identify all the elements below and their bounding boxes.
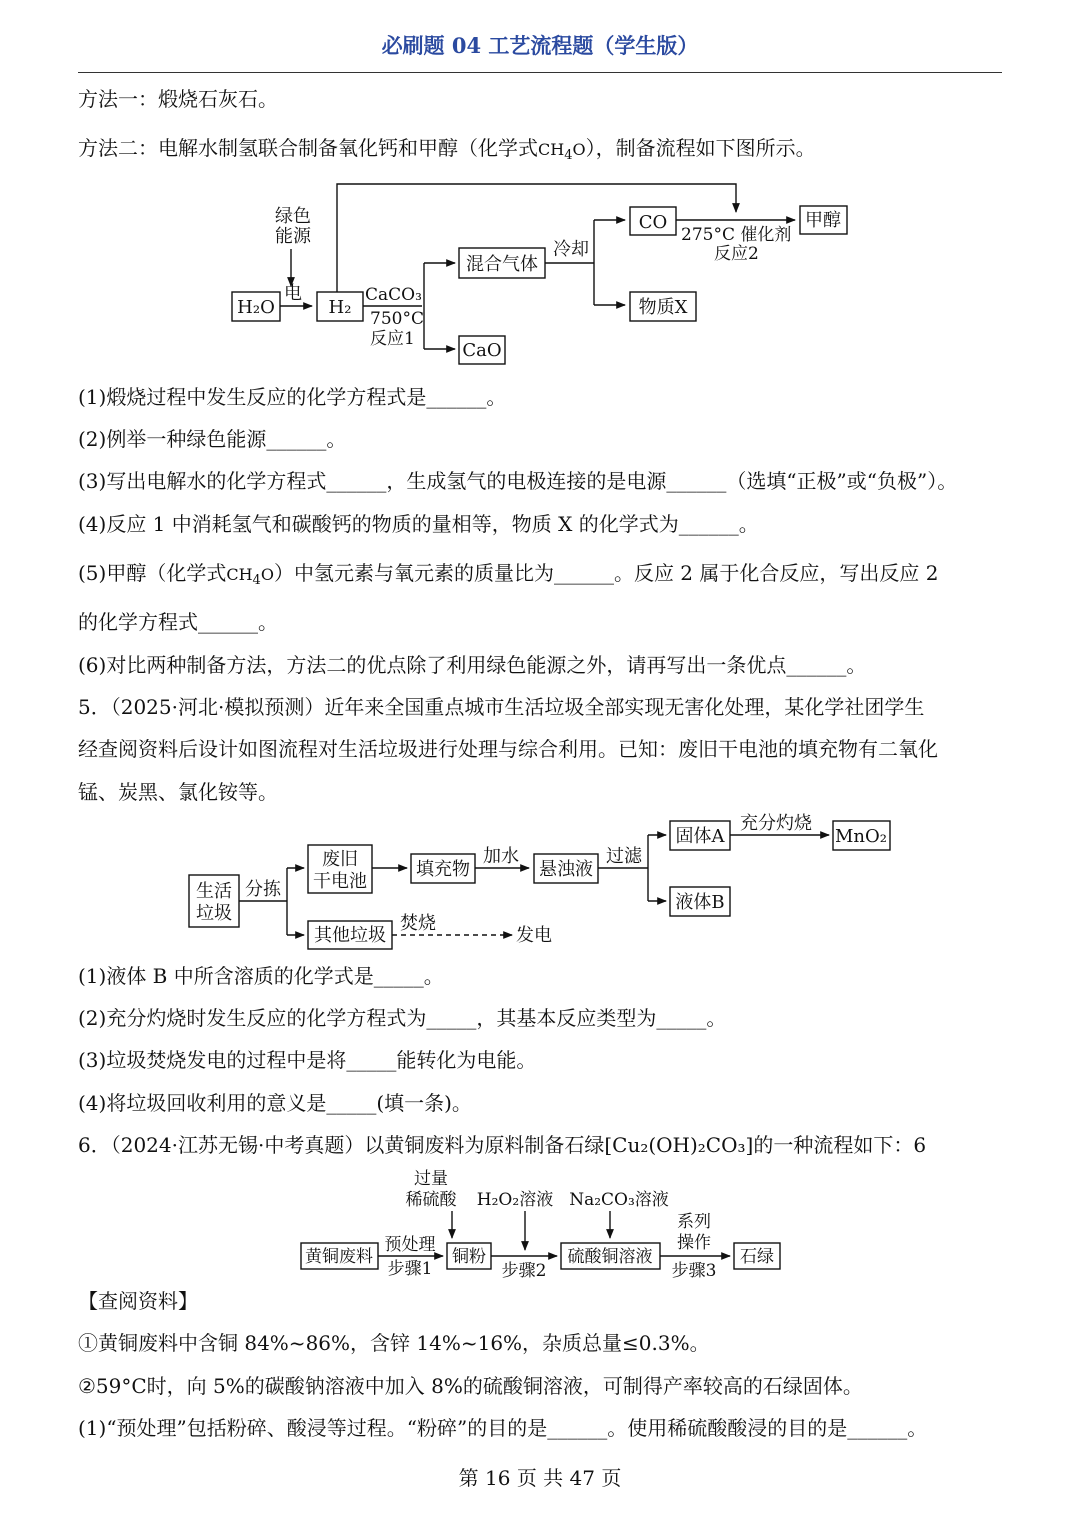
label-filter: 过滤 (606, 846, 642, 867)
label-incinerate: 焚烧 (400, 913, 436, 934)
label-acid-2: 稀硫酸 (405, 1190, 457, 1210)
label-add-water: 加水 (483, 846, 519, 867)
label-green-1: 绿色 (275, 206, 311, 227)
label-methanol: 甲醇 (805, 210, 841, 231)
label-burn: 充分灼烧 (740, 813, 812, 834)
q1: (1)煅烧过程中发生反应的化学方程式是______。 (78, 385, 507, 409)
label-h2o2: H₂O₂溶液 (476, 1190, 554, 1210)
q5-cont: 的化学方程式______。 (78, 610, 278, 634)
label-solid-a: 固体A (675, 826, 725, 847)
label-h2: H₂ (328, 297, 352, 318)
label-series-1: 系列 (677, 1212, 711, 1232)
label-step3: 步骤3 (671, 1261, 717, 1281)
label-co: CO (638, 212, 668, 233)
p5-line-2: 经查阅资料后设计如图流程对生活垃圾进行处理与综合利用。已知：废旧干电池的填充物有二氧化 (78, 737, 938, 761)
p6-q1: (1)“预处理”包括粉碎、酸浸等过程。“粉碎”的目的是______。使用稀硫酸酸浸的目的是______。 (78, 1416, 928, 1440)
p5-q1: (1)液体 B 中所含溶质的化学式是_____。 (78, 964, 444, 988)
ref-1: ①黄铜废料中含铜 84%~86%，含锌 14%~16%，杂质总量≤0.3%。 (78, 1331, 710, 1355)
p5-q2: (2)充分灼烧时发生反应的化学方程式为_____，其基本反应类型为_____。 (78, 1006, 727, 1030)
method-2: 方法二：电解水制氢联合制备氧化钙和甲醇（化学式$CH_4O$），制备流程如下图所示。 (78, 136, 816, 164)
label-step2: 步骤2 (501, 1261, 547, 1281)
p6-intro: 6．（2024·江苏无锡·中考真题）以黄铜废料为原料制备石绿[Cu₂(OH)₂CO₃]的一种流程如下：6 (78, 1133, 927, 1157)
formula-ch4o: $CH_4O$ (538, 140, 586, 164)
label-reaction1: 反应1 (370, 329, 415, 349)
p5-q4: (4)将垃圾回收利用的意义是_____(填一条)。 (78, 1091, 472, 1115)
label-pretreat: 预处理 (384, 1235, 436, 1255)
label-mno2: MnO₂ (835, 826, 887, 847)
label-electric: 电 (284, 283, 302, 304)
label-power: 发电 (516, 925, 552, 946)
ref-title: 【查阅资料】 (78, 1289, 198, 1313)
ref-2: ②59°C时，向 5%的碳酸钠溶液中加入 8%的硫酸铜溶液，可制得产率较高的石绿固体。 (78, 1374, 863, 1398)
label-acid-1: 过量 (414, 1169, 448, 1189)
label-cuso4: 硫酸铜溶液 (567, 1247, 653, 1267)
label-garbage-2: 垃圾 (196, 903, 232, 924)
label-battery-2: 干电池 (313, 871, 367, 892)
label-na2co3: Na₂CO₃溶液 (569, 1190, 669, 1210)
label-step1: 步骤1 (387, 1259, 433, 1279)
label-275: 275°C 催化剂 (681, 225, 792, 245)
q5: (5)甲醇（化学式$CH_4O$）中氢元素与氧元素的质量比为______。反应 2 属于化合反应，写出反应 2 (78, 561, 939, 589)
method-1: 方法一：煅烧石灰石。 (78, 87, 278, 111)
label-750: 750°C (370, 309, 424, 329)
p5-line-1: 5．（2025·河北·模拟预测）近年来全国重点城市生活垃圾全部实现无害化处理，某化学社团学生 (78, 695, 925, 719)
label-garbage-1: 生活 (196, 881, 232, 902)
label-suspension: 悬浊液 (539, 859, 593, 880)
label-copper-powder: 铜粉 (452, 1247, 486, 1267)
p5-line-3: 锰、炭黑、氯化铵等。 (78, 780, 278, 804)
label-cao: CaO (462, 340, 502, 361)
label-cool: 冷却 (553, 239, 589, 260)
label-caco3: CaCO₃ (365, 285, 422, 305)
label-x: 物质X (638, 297, 688, 318)
label-brass: 黄铜废料 (305, 1247, 373, 1267)
page-header-title: 必刷题 04 工艺流程题（学生版） (381, 33, 699, 58)
p5-q3: (3)垃圾焚烧发电的过程中是将_____能转化为电能。 (78, 1048, 537, 1072)
label-h2o: H₂O (237, 297, 275, 318)
label-other-garbage: 其他垃圾 (314, 925, 386, 946)
label-liquid-b: 液体B (675, 892, 725, 913)
label-malachite: 石绿 (740, 1247, 774, 1267)
label-filler: 填充物 (416, 859, 470, 880)
label-series-2: 操作 (677, 1233, 711, 1253)
label-reaction2: 反应2 (714, 244, 759, 264)
formula-ch4o-2: $CH_4O$ (226, 565, 274, 589)
label-sort: 分拣 (245, 879, 281, 900)
label-battery-1: 废旧 (322, 849, 358, 870)
label-mixed-gas: 混合气体 (466, 254, 538, 275)
q3: (3)写出电解水的化学方程式______，生成氢气的电极连接的是电源______（选填“正极”或“负极”）。 (78, 469, 958, 493)
q4: (4)反应 1 中消耗氢气和碳酸钙的物质的量相等，物质 X 的化学式为______。 (78, 512, 759, 536)
label-green-2: 能源 (275, 226, 311, 247)
page-footer: 第 16 页 共 47 页 (458, 1466, 622, 1490)
q6: (6)对比两种制备方法，方法二的优点除了利用绿色能源之外，请再写出一条优点______。 (78, 653, 867, 677)
q2: (2)例举一种绿色能源______。 (78, 427, 347, 451)
